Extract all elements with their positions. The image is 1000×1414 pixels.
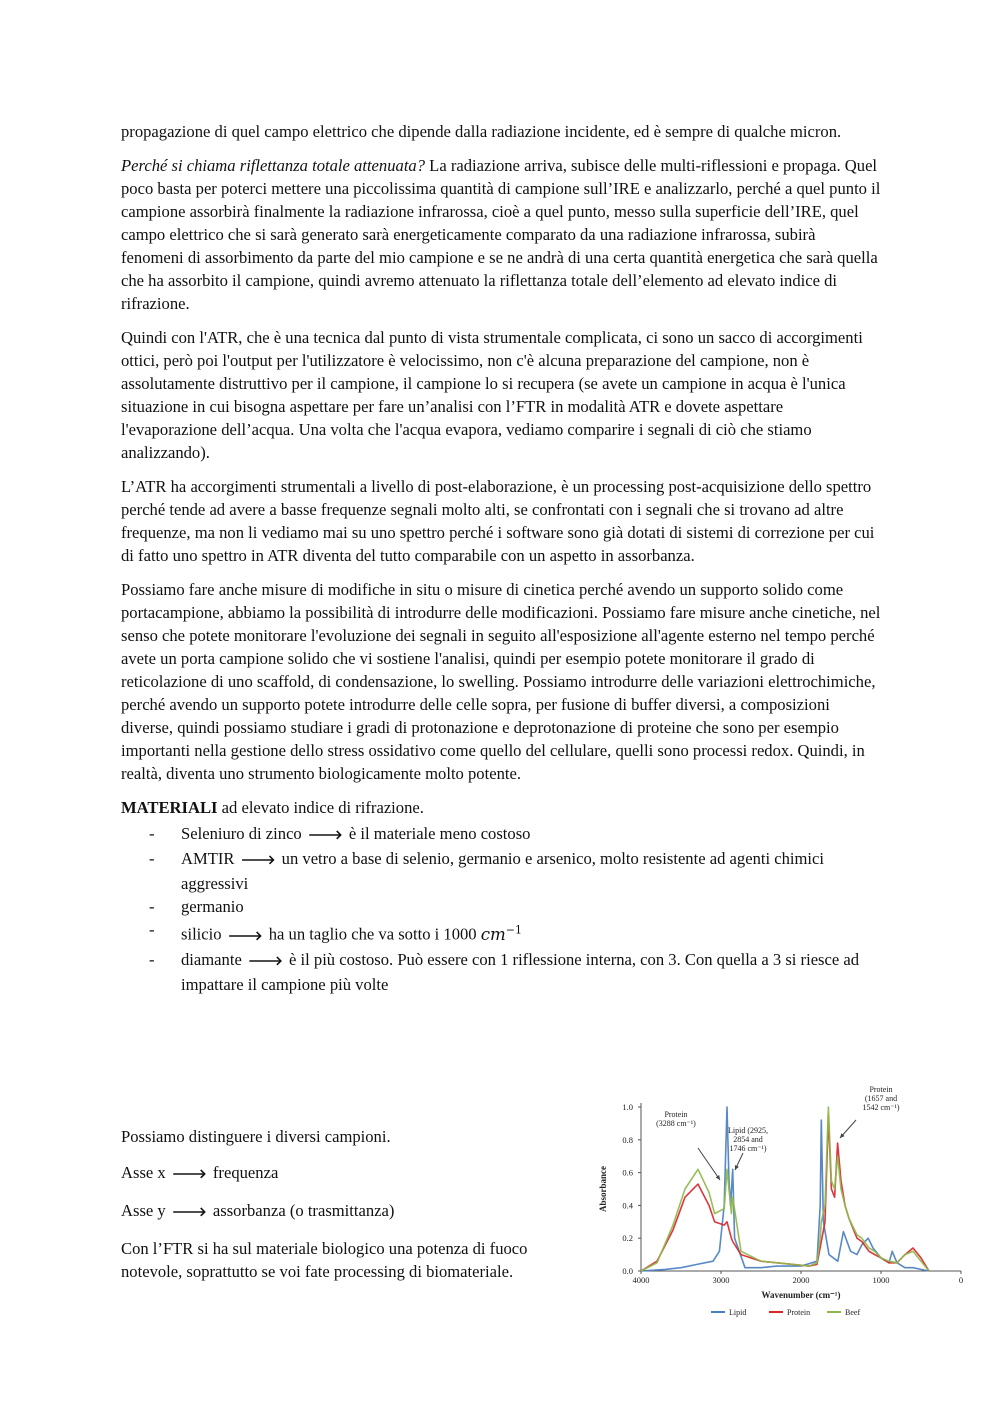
arrow-right-icon: 🡒 (247, 953, 283, 969)
note-ftr-power: Con l’FTR si ha sul materiale biologico una potenza di fuoco notevole, soprattutto se voi fate processing di biomateriale. (121, 1239, 528, 1281)
italic-question: Perché si chiama riflettanza totale attenuata? (121, 156, 426, 175)
annotation-arrowhead (716, 1175, 720, 1180)
legend-label-beef: Beef (845, 1308, 861, 1317)
material-name: silicio (181, 924, 222, 944)
dash-bullet: - (149, 920, 155, 939)
paragraph-attenuated-reflectance (121, 154, 881, 315)
x-tick-label: 1000 (872, 1275, 890, 1285)
dash-bullet: - (149, 849, 155, 868)
y-tick-label: 0.2 (622, 1233, 633, 1244)
x-tick-label: 3000 (712, 1275, 730, 1285)
y-tick-label: 0.6 (622, 1167, 633, 1178)
arrow-right-icon: 🡒 (171, 1205, 207, 1220)
y-axis-label: Absorbance (598, 1165, 608, 1213)
x-axis-label: Wavenumber (cm⁻¹) (761, 1290, 841, 1300)
paragraph-atr-technique: Quindi con l'ATR, che è una tecnica dal punto di vista strumentale complicata, ci sono un sacco di accorgimenti ottici, però poi l'output per l'utilizzatore è velocissimo, non c'è alcuna preparazione del campione, non è assolutamente distruttivo per il campione, il campione lo si recupera (se avete un campione in acqua è l'unica situazione in cui bisogna aspettare per fare un’analisi con l’FTR in modalità ATR e dovete aspettare l'evaporazione dell’acqua. Una volta che l'acqua evapora, vediamo comparire i segnali di ciò che stiamo analizzando). (121, 328, 863, 462)
material-desc: ha un taglio che va sotto i 1000 (268, 924, 481, 944)
legend-label-lipid: Lipid (729, 1308, 747, 1317)
list-item (121, 948, 881, 996)
x-tick-label: 2000 (792, 1275, 810, 1285)
material-desc: un vetro a base di selenio, germanio e arsenico, molto resistente ad agenti chimici aggressivi (181, 849, 824, 893)
material-desc: è il più costoso. Può essere con 1 riflessione interna, con 3. Con quella a 3 si riesce ad impattare il campione più volte (181, 949, 860, 994)
list-item (121, 895, 881, 918)
material-name: Seleniuro di zinco (181, 824, 302, 843)
series-line-beef (641, 1107, 929, 1271)
list-item (121, 847, 881, 895)
list-item (121, 822, 881, 847)
arrow-right-icon: 🡒 (307, 828, 343, 843)
annotation-label: Protein (869, 1085, 893, 1094)
legend-label-protein: Protein (787, 1308, 811, 1317)
list-item (121, 918, 881, 948)
annotation-label: 1746 cm⁻¹) (729, 1144, 767, 1153)
sample-notes (121, 1125, 591, 1296)
arrow-right-icon: 🡒 (171, 1167, 207, 1182)
y-tick-label: 0.8 (622, 1134, 633, 1145)
document-body (121, 120, 881, 996)
question-answer: La radiazione arriva, subisce delle multi-riflessioni e propaga. Quel poco basta per poterci mettere una piccolissima quantità di campione sull’IRE e analizzarlo, perché a quel punto il campione assorbirà finalmente la radiazione infrarossa, cioè a quel punto, messo sulla superficie dell’IRE, quel campo elettrico che si sarà generato sarà energeticamente comparato da una radiazione infrarossa, subirà fenomeni di assorbimento da parte del mio campione e se ne andrà di una certa quantità energetica che sarà quella che ha assorbito il campione, quindi avremo attenuato la riflettanza totale dell’elemento ad elevato indice di rifrazione. (121, 156, 881, 313)
annotation-label: Protein (664, 1110, 688, 1119)
material-name: diamante (181, 949, 242, 969)
arrow-right-icon: 🡒 (240, 853, 276, 868)
y-tick-label: 0.0 (622, 1266, 633, 1276)
paragraph-post-processing: L’ATR ha accorgimenti strumentali a livello di post-elaborazione, è un processing post-acquisizione dello spettro perché tende ad avere a basse frequenze segnali molto alti, se confrontati con i segnali che si trovano ad altre frequenze, ma non li vediamo mai su uno spettro perché i software sono già dotati di sistemi di correzione per cui di fatto uno spettro in ATR diventa del tutto comparabile con un aspetto in assorbanza. (121, 477, 875, 565)
material-desc: è il materiale meno costoso (348, 824, 531, 843)
y-tick-label: 1.0 (622, 1102, 633, 1112)
arrow-right-icon: 🡒 (227, 928, 263, 944)
annotation-label: (3288 cm⁻¹) (656, 1119, 696, 1128)
annotation-label: (1657 and (864, 1094, 898, 1103)
dash-bullet: - (149, 824, 155, 843)
materials-title: MATERIALI (121, 798, 218, 817)
dash-bullet: - (149, 949, 155, 969)
x-tick-label: 0 (958, 1275, 964, 1285)
absorbance-chart (588, 1078, 970, 1328)
annotation-label: 2854 and (733, 1135, 763, 1144)
note-y-axis: Asse y 🡒 assorbanza (o trasmittanza) (121, 1201, 395, 1220)
unit-cm: $cm^{-1}$ (480, 923, 522, 944)
note-samples: Possiamo distinguere i diversi campioni. (121, 1127, 391, 1146)
materials-list (121, 822, 881, 996)
materials-subtitle: ad elevato indice di rifrazione. (217, 798, 424, 817)
annotation-label: 1542 cm⁻¹) (862, 1103, 900, 1112)
paragraph-in-situ-measurements: Possiamo fare anche misure di modifiche in situ o misure di cinetica perché avendo un supporto solido come portacampione, abbiamo la possibilità di introdurre delle modificazioni. Possiamo fare misure anche cinetiche, nel senso che potete monitorare l'evoluzione dei segnali in seguito all'esposizione all'agente esterno nel tempo perché avete un porta campione solido che vi sostiene l'analisi, quindi per esempio potete monitorare il grado di reticolazione di uno scaffold, di condensazione, lo swelling. Possiamo introdurre delle variazioni elettrochimiche, perché avendo un supporto potete introdurre delle celle sopra, per fusione di buffer diversi, a composizioni diverse, quindi possiamo studiare i gradi di protonazione e deprotonazione di proteine che sono per esempio importanti nella gestione dello stress ossidativo come quello del cellulare, quelli sono processi redox. Quindi, in realtà, diventa uno strumento biologicamente molto potente. (121, 580, 881, 783)
paragraph-propagation: propagazione di quel campo elettrico che dipende dalla radiazione incidente, ed è sempre di qualche micron. (121, 122, 842, 141)
material-name: AMTIR (181, 849, 235, 868)
materials-heading (121, 796, 881, 819)
x-tick-label: 4000 (632, 1275, 650, 1285)
absorbance-spectrum-figure (588, 1078, 970, 1328)
annotation-label: Lipid (2925, (728, 1126, 768, 1135)
y-tick-label: 0.4 (622, 1200, 633, 1211)
dash-bullet: - (149, 897, 155, 916)
note-x-axis: Asse x 🡒 frequenza (121, 1163, 279, 1182)
material-name: germanio (181, 897, 244, 916)
